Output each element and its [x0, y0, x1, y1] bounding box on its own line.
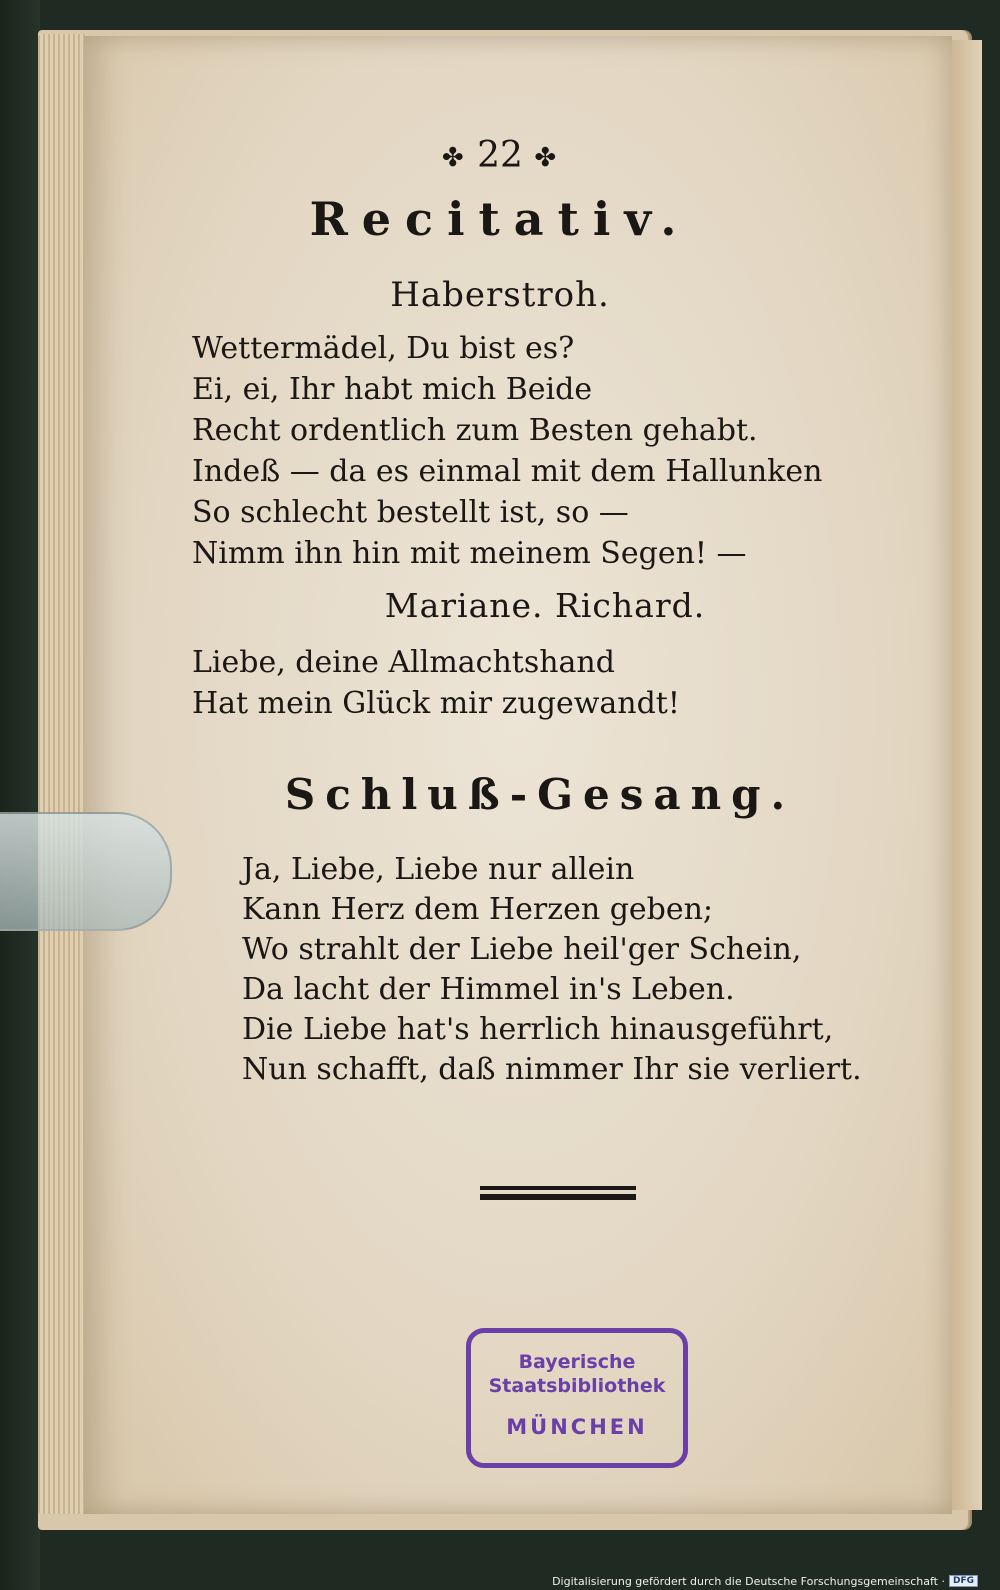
- speaker-mariane-richard: Mariane. Richard.: [384, 586, 706, 625]
- verse-line: Ei, ei, Ihr habt mich Beide: [192, 372, 593, 407]
- recitative-verse: [192, 328, 822, 574]
- verse-line: Recht ordentlich zum Besten gehabt.: [192, 413, 758, 448]
- stamp-line-3: MÜNCHEN: [506, 1415, 648, 1439]
- verse-line: Hat mein Glück mir zugewandt!: [192, 686, 680, 721]
- verse-line: Liebe, deine Allmachtshand: [192, 645, 615, 680]
- stamp-line-2: Staatsbibliothek: [488, 1375, 666, 1397]
- finale-verse: [242, 850, 862, 1090]
- duet-verse: [192, 642, 680, 724]
- verse-line: Wettermädel, Du bist es?: [192, 331, 575, 366]
- ornament-left-icon: ✤: [441, 143, 466, 173]
- stamp-line-1: Bayerische: [518, 1351, 636, 1373]
- footer-text: Digitalisierung gefördert durch die Deutsche Forschungsgemeinschaft ·: [552, 1574, 945, 1588]
- verse-line: Indeß — da es einmal mit dem Hallunken: [192, 454, 823, 489]
- ornament-right-icon: ✤: [534, 143, 559, 173]
- verse-line: Nimm ihn hin mit meinem Segen! —: [192, 536, 747, 571]
- verse-line: So schlecht bestellt ist, so —: [192, 495, 629, 530]
- finale-heading: Schluß-Gesang.: [284, 770, 796, 819]
- verse-line: Die Liebe hat's herrlich hinausgeführt,: [242, 1012, 834, 1047]
- recitative-heading: Recitativ.: [309, 192, 691, 246]
- verse-line: Ja, Liebe, Liebe nur allein: [242, 852, 635, 887]
- end-rule: [480, 1186, 636, 1200]
- dfg-logo-icon: DFG: [949, 1575, 978, 1587]
- verse-line: Da lacht der Himmel in's Leben.: [242, 972, 735, 1007]
- verse-line: Wo strahlt der Liebe heil'ger Schein,: [242, 932, 802, 967]
- library-stamp: [466, 1328, 688, 1468]
- verse-line: Nun schafft, daß nimmer Ihr sie verliert.: [242, 1052, 862, 1087]
- verse-line: Kann Herz dem Herzen geben;: [242, 892, 714, 927]
- digitization-footer: [552, 1574, 978, 1588]
- speaker-haberstroh: Haberstroh.: [390, 275, 610, 315]
- page-number: [0, 135, 1000, 176]
- page-clip: [0, 812, 172, 931]
- page-number-value: 22: [477, 135, 523, 176]
